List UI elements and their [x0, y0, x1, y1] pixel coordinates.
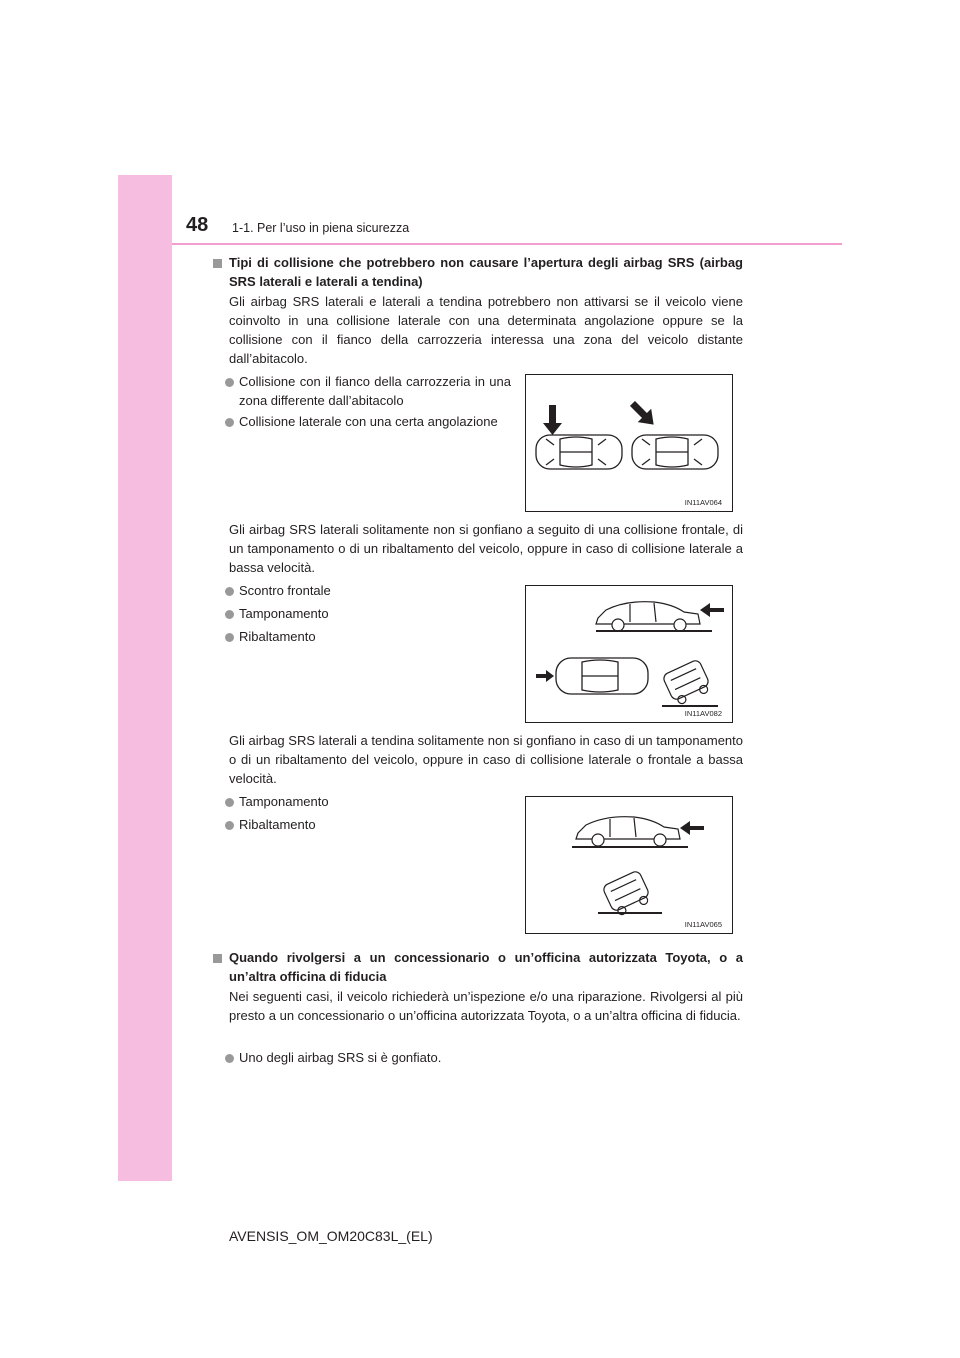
bullet-dot-icon: [225, 1054, 234, 1063]
header-rule: [172, 243, 842, 245]
bullet-dot-icon: [225, 821, 234, 830]
paragraph: Nei seguenti casi, il veicolo richiederà un’ispezione e/o una riparazione. Rivolgersi al più presto a un concessionario o un’officina autorizzata Toyota, o a un’altra officina di fiducia.: [229, 989, 743, 1023]
rollover-car-icon: [662, 659, 713, 707]
bullet-item: Ribaltamento: [239, 629, 316, 644]
section-title: 1-1. Per l’uso in piena sicurezza: [232, 221, 410, 235]
car-top-view-icon: [536, 435, 622, 469]
car-top-view-icon: [556, 658, 648, 694]
section-square-icon: [213, 259, 222, 268]
arrow-icon: [680, 821, 704, 835]
footer-model-code: AVENSIS_OM_OM20C83L_(EL): [229, 1228, 433, 1244]
figure-code: IN11AV082: [684, 709, 722, 718]
bullet-dot-icon: [225, 633, 234, 642]
car-top-view-icon: [632, 435, 718, 469]
figure-rear-rollover: [525, 796, 733, 934]
bullet-item: Tamponamento: [239, 606, 329, 621]
bullet-item: Scontro frontale: [239, 583, 331, 598]
figure-code: IN11AV065: [684, 920, 722, 929]
bullet-dot-icon: [225, 418, 234, 427]
bullet-item: Tamponamento: [239, 794, 329, 809]
bullet-dot-icon: [225, 610, 234, 619]
section-heading: Tipi di collisione che potrebbero non causare l’apertura degli airbag SRS (airbag SRS laterali e laterali a tendina): [229, 255, 743, 289]
car-side-view-icon: [576, 817, 680, 846]
arrow-icon: [543, 405, 562, 435]
arrow-icon: [700, 603, 724, 617]
rollover-car-icon: [602, 870, 653, 918]
bullet-item: Collisione con il fianco della carrozzeria in una zona differente dall’abitacolo: [239, 374, 511, 408]
car-side-view-icon: [596, 602, 700, 631]
bullet-dot-icon: [225, 798, 234, 807]
page-number: 48: [186, 214, 209, 236]
bullet-dot-icon: [225, 587, 234, 596]
section-square-icon: [213, 954, 222, 963]
paragraph: Gli airbag SRS laterali e laterali a tendina potrebbero non attivarsi se il veicolo viene coinvolto in una collisione laterale con una determinata angolazione oppure se la collisione con il fianco della carrozzeria interessa una zona del veicolo distante dall’abitacolo.: [229, 294, 743, 366]
bullet-item: Ribaltamento: [239, 817, 316, 832]
bullet-item: Collisione laterale con una certa angolazione: [239, 414, 498, 429]
arrow-icon: [626, 397, 661, 432]
section-heading: Quando rivolgersi a un concessionario o un’officina autorizzata Toyota, o a un’altra officina di fiducia: [229, 950, 743, 984]
bullet-dot-icon: [225, 378, 234, 387]
paragraph: Gli airbag SRS laterali solitamente non si gonfiano a seguito di una collisione frontale, di un tamponamento o di un ribaltamento del veicolo, oppure in caso di collisione laterale a bassa velocità.: [229, 522, 743, 575]
figure-frontal-rear-rollover: [525, 585, 733, 723]
bullet-item: Uno degli airbag SRS si è gonfiato.: [239, 1050, 442, 1065]
paragraph: Gli airbag SRS laterali a tendina solitamente non si gonfiano in caso di un tamponamento o di un ribaltamento del veicolo, oppure in caso di collisione laterale o frontale a bassa velocità.: [229, 733, 743, 786]
arrow-icon: [536, 670, 554, 682]
figure-code: IN11AV064: [684, 498, 722, 507]
figure-side-collision: [525, 374, 733, 512]
side-band: [118, 175, 172, 1181]
